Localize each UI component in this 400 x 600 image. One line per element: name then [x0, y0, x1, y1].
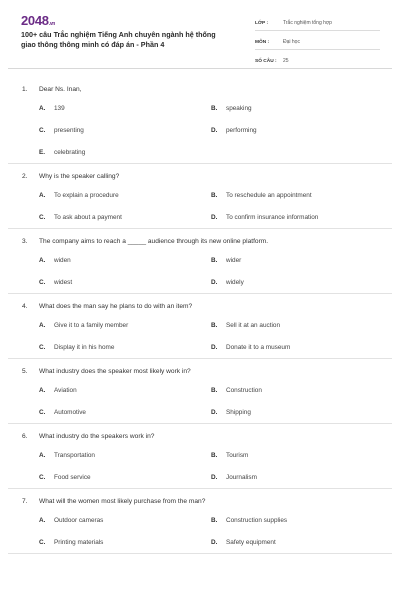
option-key: A. [39, 191, 46, 199]
option-text: presenting [54, 126, 84, 134]
answer-option[interactable] [211, 314, 383, 336]
answer-option[interactable] [39, 184, 211, 206]
answer-option[interactable] [39, 466, 211, 488]
option-text: Construction supplies [226, 516, 288, 524]
option-key: C. [39, 278, 46, 286]
option-text: Safety equipment [226, 538, 276, 546]
answer-option[interactable] [39, 314, 211, 336]
answer-option[interactable] [39, 336, 211, 358]
meta-key: MÔN : [255, 39, 270, 45]
option-text: widely [226, 278, 244, 286]
option-key: C. [39, 343, 46, 351]
option-key: D. [211, 126, 218, 134]
answer-option[interactable] [39, 119, 211, 141]
meta-row-count [255, 54, 380, 69]
question-stem [8, 168, 392, 184]
option-key: D. [211, 213, 218, 221]
question-stem [8, 298, 392, 314]
option-key: A. [39, 104, 46, 112]
option-text: Display it in his home [54, 343, 115, 351]
option-text: Automotive [54, 408, 86, 416]
question-number: 3. [22, 237, 28, 245]
question-number: 7. [22, 497, 28, 505]
option-key: A. [39, 386, 46, 394]
option-key: C. [39, 126, 46, 134]
option-key: C. [39, 473, 46, 481]
answer-option[interactable] [39, 271, 211, 293]
question-item [8, 424, 392, 489]
meta-row-class [255, 16, 380, 31]
answer-option[interactable] [211, 184, 383, 206]
option-text: speaking [226, 104, 252, 112]
question-item [8, 77, 392, 164]
question-item [8, 294, 392, 359]
answer-options [8, 379, 392, 423]
question-stem [8, 81, 392, 97]
answer-options [8, 249, 392, 293]
option-key: D. [211, 473, 218, 481]
option-text: Sell it at an auction [226, 321, 280, 329]
option-key: A. [39, 321, 46, 329]
question-item [8, 164, 392, 229]
answer-option[interactable] [211, 206, 383, 228]
option-key: D. [211, 278, 218, 286]
header-divider [8, 68, 392, 69]
logo-suffix: .vn [48, 21, 56, 27]
option-key: B. [211, 256, 218, 264]
question-number: 5. [22, 367, 28, 375]
option-key: D. [211, 538, 218, 546]
answer-option[interactable] [211, 466, 383, 488]
option-text: widen [54, 256, 71, 264]
option-key: B. [211, 321, 218, 329]
answer-option[interactable] [39, 141, 211, 163]
option-key: B. [211, 191, 218, 199]
answer-option[interactable] [211, 249, 383, 271]
question-stem [8, 428, 392, 444]
option-text: Transportation [54, 451, 95, 459]
option-text: To confirm insurance information [226, 213, 319, 221]
option-key: B. [211, 104, 218, 112]
answer-option[interactable] [211, 336, 383, 358]
answer-option[interactable] [211, 531, 383, 553]
question-text: What industry do the speakers work in? [39, 432, 155, 440]
option-text: widest [54, 278, 73, 286]
question-number: 1. [22, 85, 28, 93]
option-text: To reschedule an appointment [226, 191, 312, 199]
answer-option[interactable] [211, 119, 383, 141]
option-text: Construction [226, 386, 262, 394]
answer-option[interactable] [211, 509, 383, 531]
question-stem [8, 493, 392, 509]
question-item [8, 229, 392, 294]
answer-options [8, 314, 392, 358]
option-text: To ask about a payment [54, 213, 122, 221]
question-item [8, 489, 392, 554]
question-stem [8, 363, 392, 379]
meta-row-subject [255, 35, 380, 50]
site-logo[interactable] [21, 13, 55, 28]
question-text: Why is the speaker calling? [39, 172, 120, 180]
question-text: The company aims to reach a _____ audience through its new online platform. [39, 237, 269, 245]
question-stem [8, 233, 392, 249]
option-key: C. [39, 538, 46, 546]
answer-options [8, 509, 392, 553]
option-key: B. [211, 451, 218, 459]
option-key: C. [39, 408, 46, 416]
option-text: Shipping [226, 408, 251, 416]
question-item [8, 359, 392, 424]
page-header [0, 0, 400, 68]
answer-options [8, 444, 392, 488]
option-key: B. [211, 386, 218, 394]
answer-option[interactable] [39, 206, 211, 228]
option-text: celebrating [54, 148, 86, 156]
option-text: wider [226, 256, 242, 264]
option-key: E. [39, 148, 46, 156]
question-text: What does the man say he plans to do with an item? [39, 302, 193, 310]
meta-key: LỚP : [255, 20, 269, 26]
option-text: Donate it to a museum [226, 343, 291, 351]
option-text: Journalism [226, 473, 257, 481]
answer-option[interactable] [39, 379, 211, 401]
option-text: To explain a procedure [54, 191, 119, 199]
option-key: A. [39, 451, 46, 459]
option-key: C. [39, 213, 46, 221]
option-key: A. [39, 256, 46, 264]
question-number: 2. [22, 172, 28, 180]
question-text: What industry does the speaker most likely work in? [39, 367, 191, 375]
question-list [0, 77, 400, 554]
answer-option[interactable] [211, 271, 383, 293]
answer-option[interactable] [39, 531, 211, 553]
option-text: Aviation [54, 386, 77, 394]
question-number: 4. [22, 302, 28, 310]
answer-option[interactable] [39, 97, 211, 119]
meta-value: Trắc nghiệm tổng hợp [283, 20, 332, 26]
answer-options [8, 97, 392, 163]
answer-option[interactable] [211, 379, 383, 401]
answer-option[interactable] [39, 444, 211, 466]
meta-value: 25 [283, 58, 289, 64]
answer-option[interactable] [211, 444, 383, 466]
question-text: Dear Ns. Inan, [39, 85, 82, 93]
option-text: 139 [54, 104, 65, 112]
answer-option[interactable] [211, 97, 383, 119]
option-text: Printing materials [54, 538, 104, 546]
option-text: Give it to a family member [54, 321, 129, 329]
answer-option[interactable] [39, 401, 211, 423]
answer-options [8, 184, 392, 228]
option-key: D. [211, 408, 218, 416]
logo-text: 2048 [21, 13, 49, 28]
meta-info [255, 16, 380, 73]
option-key: D. [211, 343, 218, 351]
meta-value: Đại học [283, 39, 300, 45]
option-text: Outdoor cameras [54, 516, 104, 524]
question-number: 6. [22, 432, 28, 440]
option-text: performing [226, 126, 257, 134]
answer-option[interactable] [39, 509, 211, 531]
meta-key: SỐ CÂU : [255, 58, 277, 64]
question-text: What will the women most likely purchase from the man? [39, 497, 206, 505]
option-text: Tourism [226, 451, 249, 459]
page-title: 100+ câu Trắc nghiệm Tiếng Anh chuyên ngành hệ thống giao thông thông minh có đáp án - Phần 4 [21, 30, 216, 49]
answer-option[interactable] [211, 401, 383, 423]
option-text: Food service [54, 473, 91, 481]
option-key: B. [211, 516, 218, 524]
option-key: A. [39, 516, 46, 524]
answer-option[interactable] [39, 249, 211, 271]
